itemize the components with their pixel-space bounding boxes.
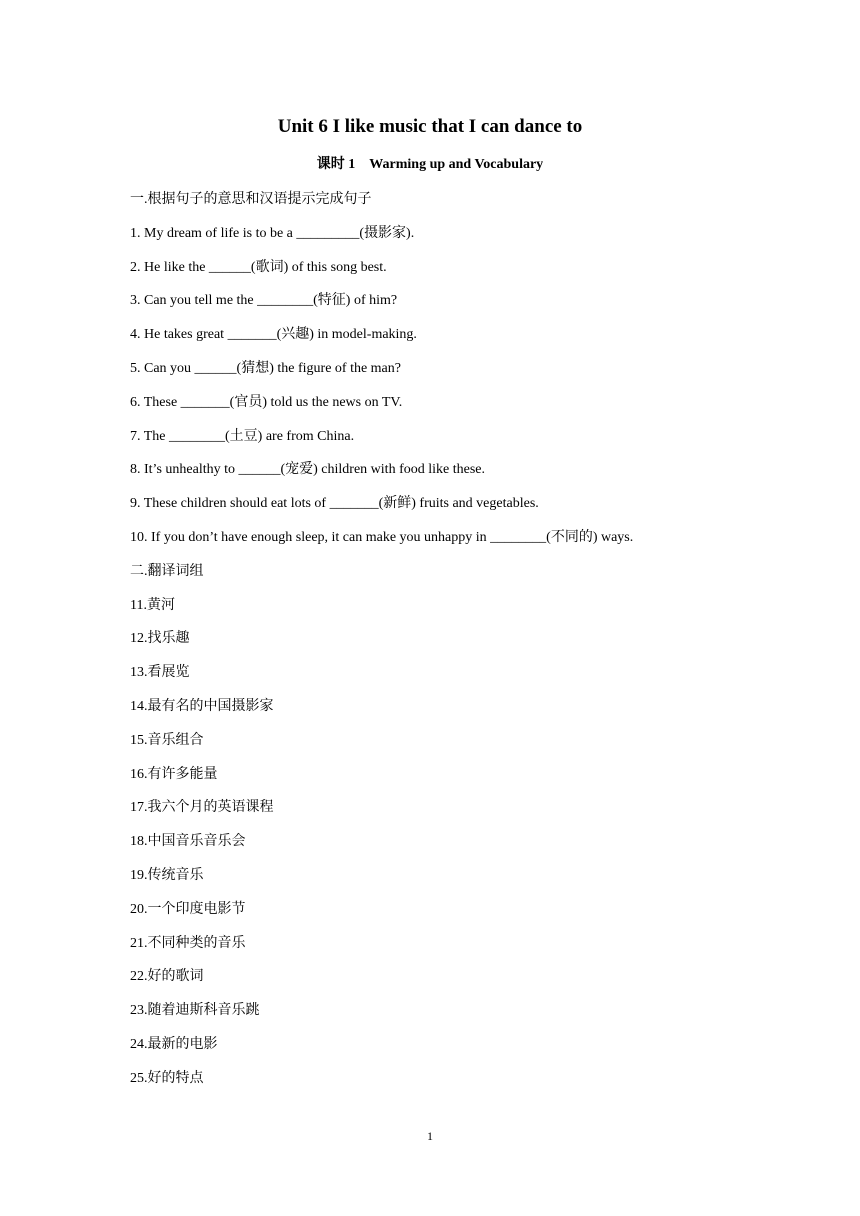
lesson-topic: Warming up and Vocabulary xyxy=(369,157,544,172)
phrase-item: 16.有许多能量 xyxy=(130,766,218,782)
question-item: 8. It’s unhealthy to ______(宠爱) children with food like these. xyxy=(130,462,485,478)
phrase-item: 14.最有名的中国摄影家 xyxy=(130,698,274,714)
lesson-number: 课时 1 xyxy=(316,157,356,172)
phrase-item: 15.音乐组合 xyxy=(130,732,204,748)
page-number: 1 xyxy=(427,1129,433,1143)
section-heading-fill-blanks: 一.根据句子的意思和汉语提示完成句子 xyxy=(130,192,372,207)
phrase-item: 18.中国音乐音乐会 xyxy=(130,834,246,850)
phrase-item: 21.不同种类的音乐 xyxy=(130,935,246,951)
phrase-item: 23.随着迪斯科音乐跳 xyxy=(130,1003,260,1019)
question-item: 5. Can you ______(猜想) the figure of the man? xyxy=(130,360,401,376)
question-item: 4. He takes great _______(兴趣) in model-making. xyxy=(130,327,417,343)
phrase-item: 20.一个印度电影节 xyxy=(130,901,246,917)
phrase-item: 22.好的歌词 xyxy=(130,969,204,985)
section-heading-translate: 二.翻译词组 xyxy=(130,563,204,579)
question-item: 10. If you don’t have enough sleep, it can make you unhappy in ________(不同的) ways. xyxy=(130,529,634,545)
lesson-subtitle xyxy=(0,154,860,176)
question-item: 3. Can you tell me the ________(特征) of him? xyxy=(130,293,398,309)
question-item: 9. These children should eat lots of _______(新鲜) fruits and vegetables. xyxy=(130,496,539,512)
question-item: 2. He like the ______(歌词) of this song best. xyxy=(130,259,387,275)
phrase-item: 25.好的特点 xyxy=(130,1070,204,1086)
question-item: 6. These _______(官员) told us the news on TV. xyxy=(130,394,403,410)
question-item: 7. The ________(土豆) are from China. xyxy=(130,428,355,444)
document-title: Unit 6 I like music that I can dance to xyxy=(277,116,583,137)
phrase-item: 17.我六个月的英语课程 xyxy=(130,800,274,816)
phrase-item: 13.看展览 xyxy=(130,665,190,681)
question-item: 1. My dream of life is to be a _________(摄影家). xyxy=(130,225,415,241)
phrase-item: 12.找乐趣 xyxy=(130,631,190,647)
exercise-body xyxy=(130,187,770,1100)
phrase-item: 19.传统音乐 xyxy=(130,867,204,883)
phrase-item: 24.最新的电影 xyxy=(130,1036,218,1052)
phrase-item: 11.黄河 xyxy=(130,597,175,613)
